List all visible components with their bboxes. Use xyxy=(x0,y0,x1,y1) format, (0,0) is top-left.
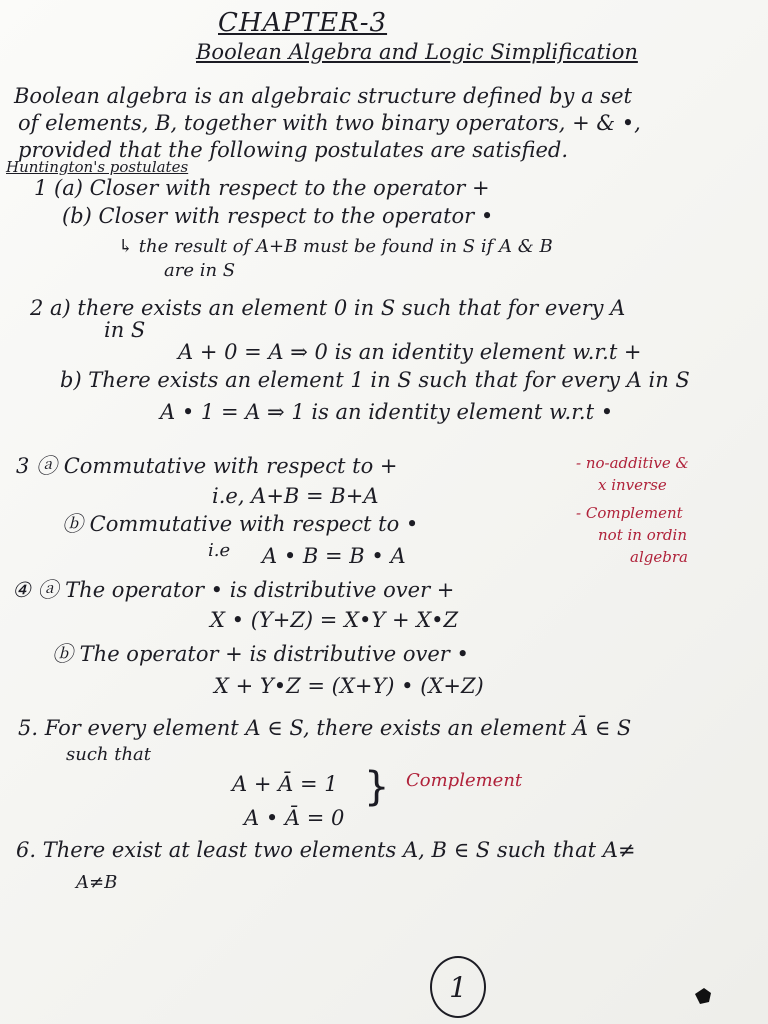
postulate-3b-ie: i.e xyxy=(208,540,231,561)
postulate-1-note-1: ↳ the result of A+B must be found in S if A & B xyxy=(118,236,553,257)
postulate-5-line-2: such that xyxy=(66,744,152,765)
side-note-2: x inverse xyxy=(598,476,667,494)
postulate-2a-equation: A + 0 = A ⇒ 0 is an identity element w.r.t + xyxy=(178,340,642,364)
postulate-1b: (b) Closer with respect to the operator • xyxy=(62,204,494,228)
postulate-6-line-2: A≠B xyxy=(76,872,118,893)
postulate-5-equation-1: A + Ā = 1 xyxy=(232,772,338,796)
postulate-1a: 1 (a) Closer with respect to the operator + xyxy=(34,176,490,200)
postulate-3b-equation: A • B = B • A xyxy=(262,544,406,568)
intro-line-2: of elements, B, together with two binary operators, + & •, xyxy=(18,111,641,135)
side-note-1: - no-additive & xyxy=(576,454,689,472)
postulate-4b: ⓑ The operator + is distributive over • xyxy=(52,642,469,666)
postulate-3a: 3 ⓐ Commutative with respect to + xyxy=(16,454,398,478)
side-note-3: - Complement xyxy=(576,504,683,522)
page-number xyxy=(430,956,486,1018)
postulate-1-note-2: are in S xyxy=(164,260,236,281)
huntington-heading: Huntington's postulates xyxy=(6,158,189,176)
postulate-6-line-1: 6. There exist at least two elements A, B ∈ S such that A≠ xyxy=(16,838,636,862)
side-note-5: algebra xyxy=(630,548,688,566)
intro-line-3: provided that the following postulates are satisfied. xyxy=(18,138,569,162)
postulate-4a: ④ ⓐ The operator • is distributive over + xyxy=(12,578,455,602)
postulate-4a-equation: X • (Y+Z) = X•Y + X•Z xyxy=(210,608,459,632)
postulate-2a-line-2: in S xyxy=(104,318,146,342)
postulate-5-equation-2: A • Ā = 0 xyxy=(244,806,345,830)
page-number-text: 1 xyxy=(449,970,467,1004)
chapter-title: CHAPTER-3 xyxy=(218,8,388,38)
postulate-4b-equation: X + Y•Z = (X+Y) • (X+Z) xyxy=(214,674,484,698)
intro-line-1: Boolean algebra is an algebraic structure defined by a set xyxy=(14,84,632,108)
postulate-2b-equation: A • 1 = A ⇒ 1 is an identity element w.r.t • xyxy=(160,400,614,424)
chapter-subtitle: Boolean Algebra and Logic Simplification xyxy=(196,40,638,64)
postulate-2b-line-1: b) There exists an element 1 in S such that for every A in S xyxy=(60,368,690,392)
postulate-2a-line-1: 2 a) there exists an element 0 in S such that for every A xyxy=(30,296,626,320)
complement-label: Complement xyxy=(406,770,523,791)
postulate-5-line-1: 5. For every element A ∈ S, there exists an element Ā ∈ S xyxy=(18,716,632,740)
postulate-3b: ⓑ Commutative with respect to • xyxy=(62,512,419,536)
side-note-4: not in ordin xyxy=(598,526,687,544)
postulate-3a-equation: i.e, A+B = B+A xyxy=(212,484,379,508)
ink-blot-icon xyxy=(692,986,714,1006)
curly-brace-icon: } xyxy=(364,764,390,810)
